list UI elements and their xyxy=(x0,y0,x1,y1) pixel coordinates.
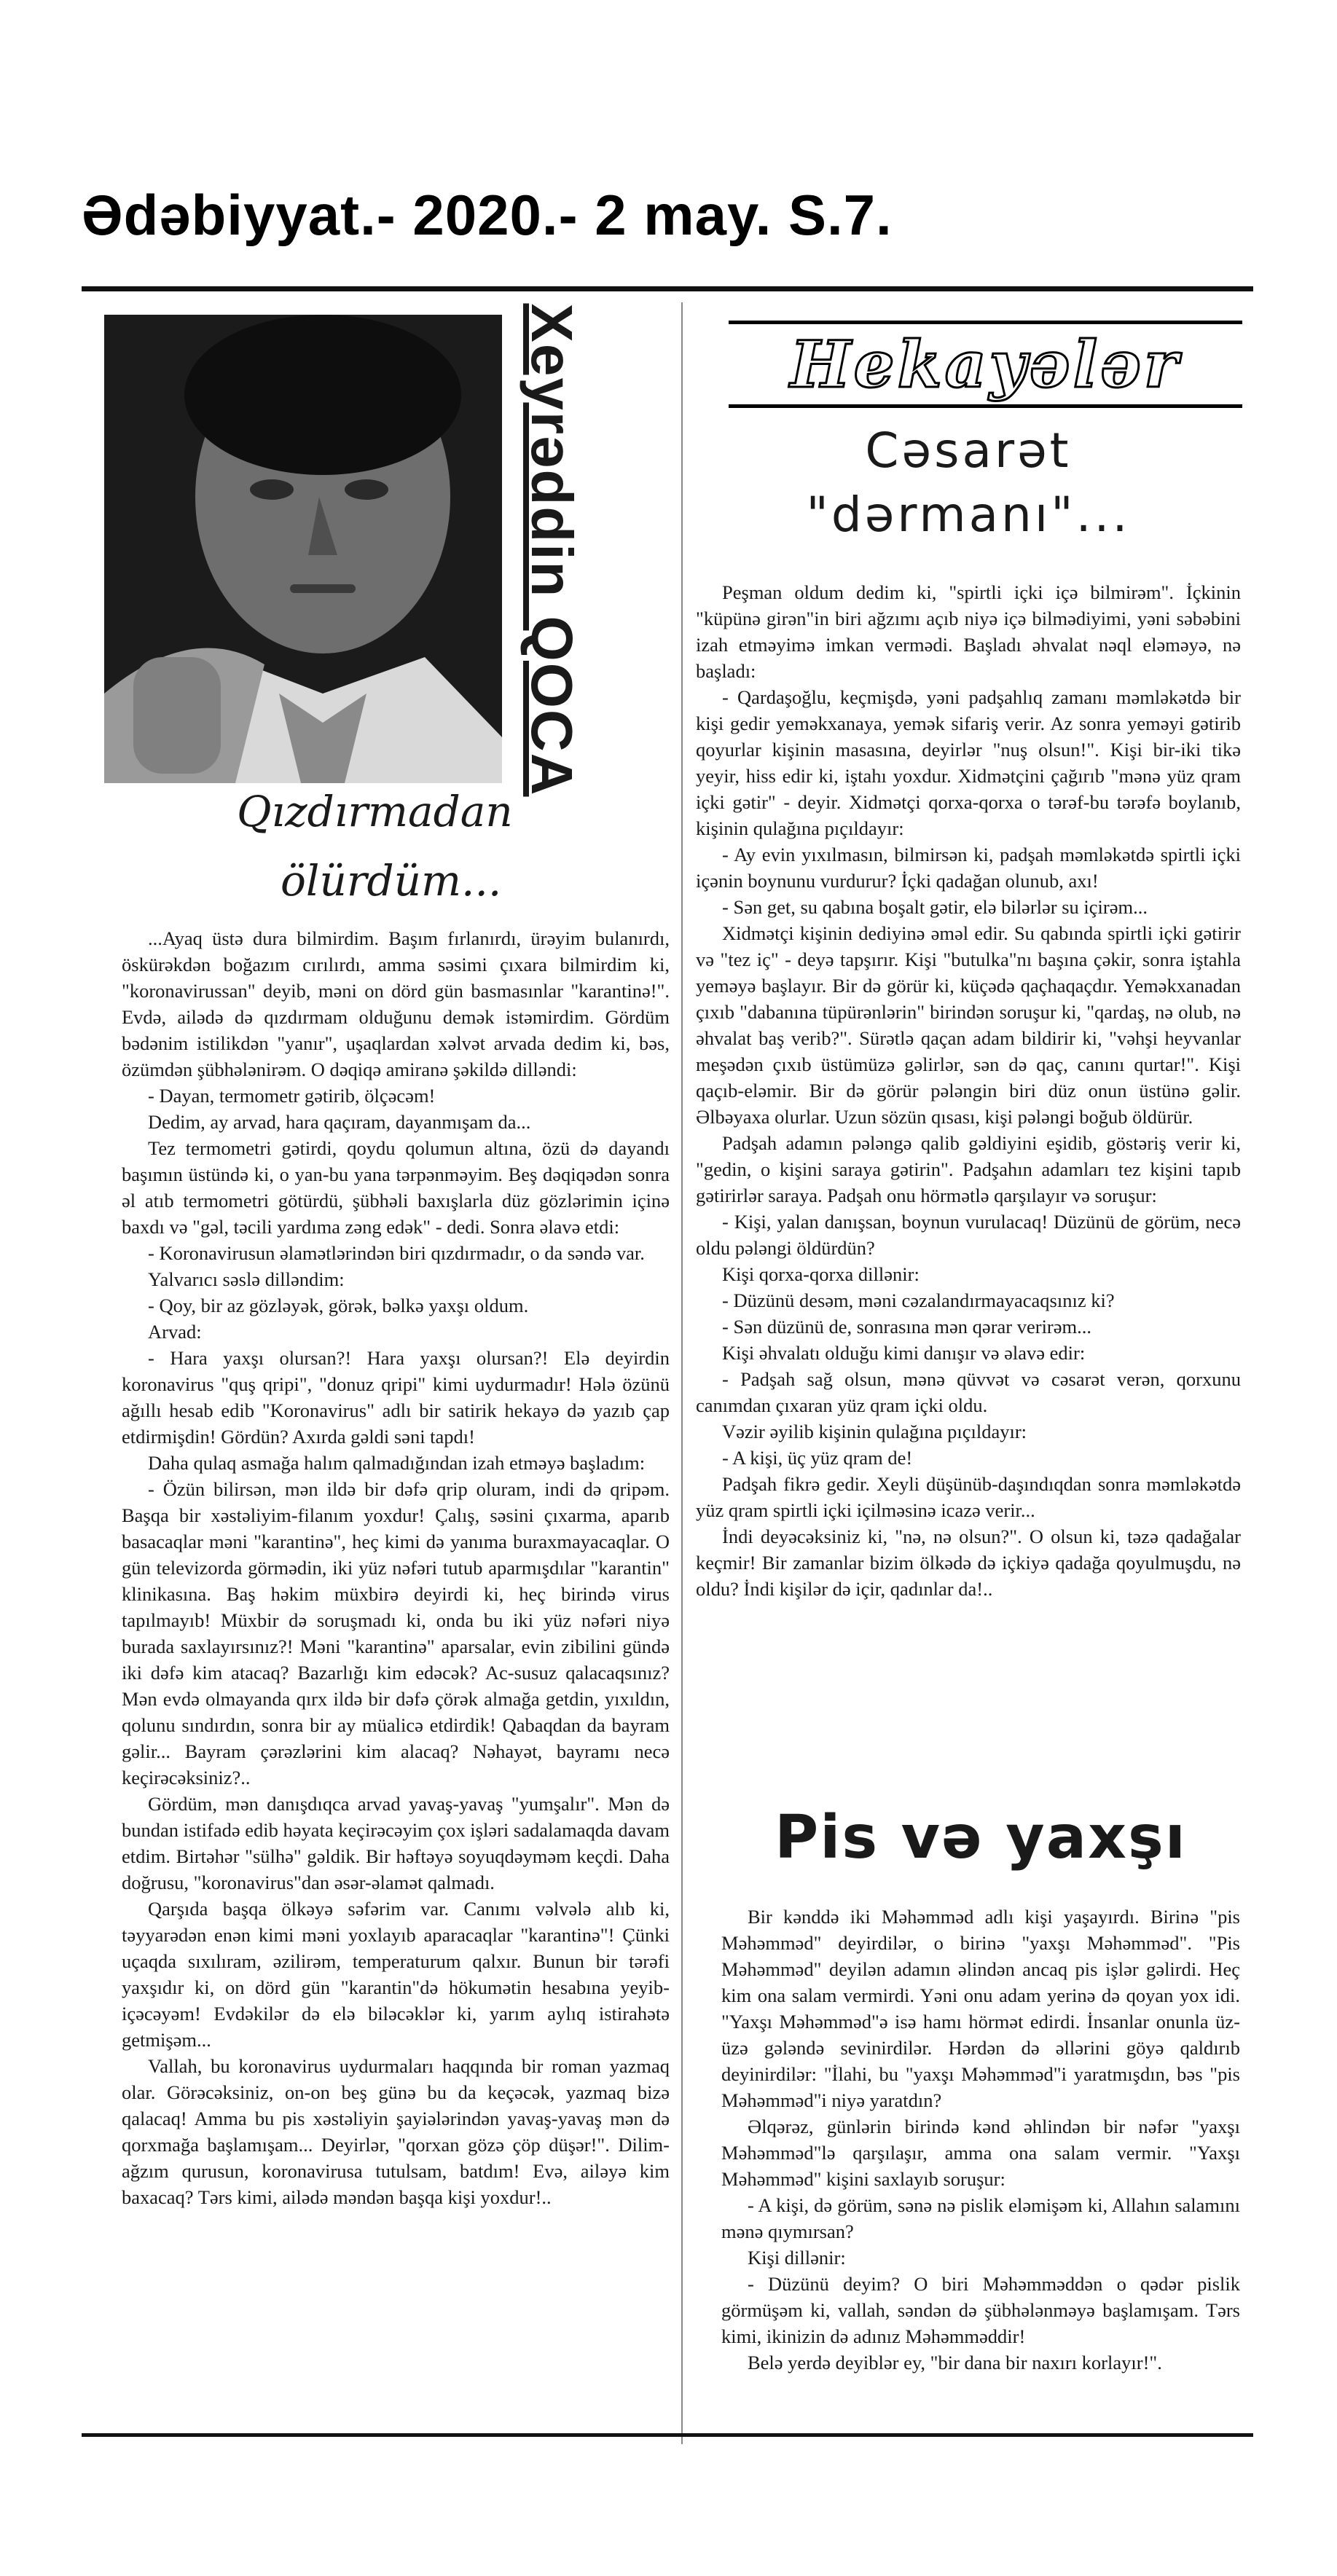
paragraph: - Padşah sağ olsun, mənə qüvvət və cəsarət verən, qorxunu canımdan çıxaran yüz qram içki oldu. xyxy=(696,1368,1241,1416)
section-label-hekayeler: Hekayələr xyxy=(729,321,1242,408)
story-right-2-body xyxy=(721,1904,1240,2376)
paragraph: Yalvarıcı səslə dilləndim: xyxy=(148,1268,345,1290)
paragraph: - Qardaşoğlu, keçmişdə, yəni padşahlıq zamanı məmləkətdə bir kişi gedir yeməkxanaya, yemək sifariş verir. Az sonra yeməyi gətirib qoyurlar kişinin masasına, deyirlər "nuş olsun!". Kişi bir-iki tikə yeyir, hiss edir ki, iştahı yoxdur. Xidmətçini çağırıb "mənə yüz qram içki gətir" - deyir. Xidmətçi qorxa-qorxa o tərəf-bu tərəfə boylanıb, kişinin qulağına pıçıldayır: xyxy=(696,686,1241,839)
header-rule xyxy=(82,286,1253,291)
author-photo-image xyxy=(104,315,502,783)
paragraph: Peşman oldum dedim ki, "spirtli içki içə bilmirəm". İçkinin "küpünə girən"in biri ağzımı açıb niyə içə bilmədiyimi, yəni səbəbini izah etməyimə imkan vermədi. Başladı əhvalat nəql eləməyə, nə başladı: xyxy=(696,581,1241,682)
paragraph: Dedim, ay arvad, hara qaçıram, dayanmışam da... xyxy=(148,1111,531,1133)
footer-rule xyxy=(82,2433,1253,2437)
paragraph: ...Ayaq üstə dura bilmirdim. Başım fırlanırdı, ürəyim bulanırdı, öskürəkdən boğazım cırılırdı, amma səsimi çıxara bilmirdim ki, "koronavirussan" deyib, məni on dörd gün basmasınlar "karantinə!". Evdə, ailədə də qızdırmam olduğunu demək istəmirdim. Gördüm bədənim istilikdən "yanır", uşaqlardan xəlvət arvada dedim ki, bəs, özümdən şübhələnirəm. O dəqiqə amiranə şəkildə dilləndi: xyxy=(122,927,670,1080)
paragraph: - Özün bilirsən, mən ildə bir dəfə qrip oluram, indi də qripəm. Başqa bir xəstəliyim-filanım yoxdur! Çalış, səsini çıxarma, aparıb basacaqlar məni "karantinə", heç kimi də yanıma buraxmayacaqlar. O gün televizorda görmədin, iki yüz nəfəri tutub aparmışdılar "karantin" klinikasına. Baş həkim müxbirə deyirdi ki, heç birində virus tapılmayıb! Müxbir də soruşmadı ki, onda bu iki yüz nəfəri niyə burada saxlayırsınız?! Məni "karantinə" aparsalar, evin zibilini gündə iki dəfə kim atacaq? Bazarlığı kim edəcək? Ac-susuz qalacaqsınız? Mən evdə olmayanda qırx ildə bir dəfə çörək almağa getdin, yıxıldın, qolunu sındırdın, sonra bir ay müalicə etdirdik! Qabaqdan da bayram gəlir... Bayram çərəzlərini kim alacaq? Nəhayət, bayramı necə keçirəcəksiniz?.. xyxy=(122,1478,670,1788)
paragraph: Xidmətçi kişinin dediyinə əməl edir. Su qabında spirtli içki gətirir və "tez iç" - deyə tapşırır. Kişi "butulka"nı başına çəkir, sonra iştahla yeməyə başlayır. Bir də görür ki, küçədə qaçhaqaçdır. Yeməkxanadan çıxıb "dabanına tüpürənlərin" birindən soruşur ki, "qardaş, nə olub, nə əhvalat baş verib?". Sürətlə qaçan adam bildirir ki, "vəhşi heyvanlar meşədən çıxıb üstümüzə gəlirlər, sən də qaç, canını qurtar!". Kişi qaçıb-eləmir. Bir də görür pələngin biri düz onun üstünə gəlir. Əlbəyaxa olurlar. Uzun sözün qısası, kişi pələngi boğub öldürür. xyxy=(696,922,1241,1128)
story-left-title-line2: ölürdüm... xyxy=(281,856,502,906)
paragraph: Arvad: xyxy=(148,1321,202,1343)
paragraph: İndi deyəcəksiniz ki, "nə, nə olsun?". O olsun ki, təzə qadağalar keçmir! Bir zamanlar bizim ölkədə də içkiyə qadağa qoyulmuşdu, nə oldu? İndi kişilər də içir, qadınlar da!.. xyxy=(696,1525,1241,1600)
paragraph: Padşah adamın pələngə qalib gəldiyini eşidib, göstəriş verir ki, "gedin, o kişini saraya gətirin". Padşahın adamları tez kişini tapıb gətirirlər saraya. Padşah onu hörmətlə qarşılayır və soruşur: xyxy=(696,1132,1241,1206)
paragraph: - A kişi, də görüm, sənə nə pislik eləmişəm ki, Allahın salamını mənə qıymırsan? xyxy=(721,2194,1240,2242)
paragraph: Vəzir əyilib kişinin qulağına pıçıldayır: xyxy=(722,1421,1027,1442)
paragraph: - Qoy, bir az gözləyək, görək, bəlkə yaxşı oldum. xyxy=(148,1295,529,1316)
paragraph: Belə yerdə deyiblər ey, "bir dana bir naxırı korlayır!". xyxy=(748,2352,1162,2373)
paragraph: Əlqərəz, günlərin birində kənd əhlindən bir nəfər "yaxşı Məhəmməd"lə qarşılaşır, amma ona salam vermir. "Yaxşı Məhəmməd" kişini saxlayıb soruşur: xyxy=(721,2116,1240,2190)
paragraph: - Ay evin yıxılmasın, bilmirsən ki, padşah məmləkətdə spirtli içki içənin boynunu vurdurur? İçki qadağan olunub, axı! xyxy=(696,844,1241,892)
paragraph: - Sən düzünü de, sonrasına mən qərar verirəm... xyxy=(722,1316,1092,1338)
author-photo xyxy=(104,315,502,783)
paragraph: Daha qulaq asmağa halım qalmadığından izah etməyə başladım: xyxy=(148,1452,646,1474)
paragraph: Gördüm, mən danışdıqca arvad yavaş-yavaş "yumşalır". Mən də bundan istifadə edib həyata keçirəcəyim çox işləri sadalamaqda davam etdim. Birtəhər "sülhə" gəldik. Bir həftəyə soyuqdəymәm keçdi. Daha doğrusu, "koronavirus"dan əsər-əlamət qalmadı. xyxy=(122,1793,670,1893)
paragraph: - A kişi, üç yüz qram de! xyxy=(722,1447,913,1469)
story-right-1-title xyxy=(696,419,1241,547)
paragraph: Kişi qorxa-qorxa dillənir: xyxy=(722,1263,920,1285)
paragraph: Vallah, bu koronavirus uydurmaları haqqında bir roman yazmaq olar. Görəcəksiniz, on-on beş günə bu da keçəcək, yazmaq bizə qalacaq! Amma bu pis xəstəliyin şayiələrindən yavaş-yavaş mən də qorxmağa başlamışam... Deyirlər, "qorxan gözə çöp düşər!". Dilim-ağzım qurusun, koronavirusa tutulsam, batdım! Evə, ailəyə kim baxacaq? Tərs kimi, ailədə məndən başqa kişi yoxdur!.. xyxy=(122,2055,670,2208)
column-divider xyxy=(681,302,683,2444)
paragraph: - Koronavirusun əlamətlərindən biri qızdırmadır, o da səndə var. xyxy=(148,1242,645,1264)
author-name-text: Xeyrəddin QOCA xyxy=(519,303,584,797)
paragraph: Padşah fikrə gedir. Xeyli düşünüb-daşındıqdan sonra məmləkətdə yüz qram spirtli içki içilməsinə icazə verir... xyxy=(696,1473,1241,1521)
header-citation: Ədəbiyyat.- 2020.- 2 may. S.7. xyxy=(82,183,893,247)
paragraph: - Hara yaxşı olursan?! Hara yaxşı olursan?! Elə deyirdin koronavirus "quş qripi", "donuz qripi" kimi uydurmadır! Hələ özünü ağıllı hesab edib "Koronavirus" adlı bir satirik hekayə də yazıb çap etdirmişdin! Gördün? Axırda gəldi səni tapdı! xyxy=(122,1347,670,1448)
paragraph: Kişi əhvalatı olduğu kimi danışır və əlavə edir: xyxy=(722,1342,1086,1364)
story-right-1-title-line1: Cəsarət xyxy=(865,423,1072,479)
paragraph: Kişi dillənir: xyxy=(748,2247,846,2269)
story-right-1-title-line2: "dərmanı"... xyxy=(806,487,1131,543)
paragraph: Bir kənddə iki Məhəmməd adlı kişi yaşayırdı. Birinə "pis Məhəmməd" deyirdilər, o birinə "yaxşı Məhəmməd". "Pis Məhəmməd" deyilən adamın əlindən ancaq pis işlər gəlirdi. Heç kim ona salam vermirdi. Yəni onu adam yerinə də qoyan yox idi. "Yaxşı Məhəmməd"ə isə hamı hörmət edirdi. İnsanlar onunla üz-üzə gələndə sevinirdilər. Hərdən də əllərini göyə qaldırıb deyinirdilər: "İlahi, bu "yaxşı Məhəmməd"i yaratmışdın, bəs "pis Məhəmməd"i niyə yaratdın? xyxy=(721,1906,1240,2111)
paragraph: Qarşıda başqa ölkəyə səfərim var. Canımı vəlvələ alıb ki, təyyarədən enən kimi məni yoxlayıb aparacaqlar "karantinə"! Çünki uçaqda sıxılıram, əzilirəm, temperaturum qalxır. Bunun bir tərəfi yaxşıdır ki, on dörd gün "karantin"də hökumətin hesabına yeyib-içəcəyəm! Evdəkilər də elə biləcəklər ki, yarım aylıq istirahətə getmişəm... xyxy=(122,1898,670,2051)
story-right-2-title: Pis və yaxşı xyxy=(775,1803,1187,1872)
paragraph: - Düzünü desəm, məni cəzalandırmayacaqsınız ki? xyxy=(722,1289,1115,1311)
story-left-title-line1: Qızdırmadan xyxy=(237,787,513,836)
author-name xyxy=(514,303,589,797)
paragraph: - Dayan, termometr gətirib, ölçəcəm! xyxy=(148,1085,436,1107)
story-left-body xyxy=(122,925,670,2210)
paragraph: Tez termometri gətirdi, qoydu qolumun altına, özü də dayandı başımın üstündə ki, o yan-bu yana tərpənməyim. Beş dəqiqədən sonra əl atıb termometri götürdü, şübhəli baxışlarla düz gözlərimin içinə baxdı və "gəl, təcili yardıma zəng edək" - dedi. Sonra əlavə etdi: xyxy=(122,1137,670,1238)
paragraph: - Sən get, su qabına boşalt gətir, elə bilərlər su içirəm... xyxy=(722,896,1148,918)
paragraph: - Kişi, yalan danışsan, boynun vurulacaq! Düzünü de görüm, necə oldu pələngi öldürdün? xyxy=(696,1211,1241,1259)
story-right-1-body xyxy=(696,579,1241,1602)
paragraph: - Düzünü deyim? O biri Məhəmməddən o qədər pislik görmüşəm ki, vallah, səndən də şübhələnməyə başlamışam. Tərs kimi, ikinizin də adınız Məhəmməddir! xyxy=(721,2273,1240,2347)
